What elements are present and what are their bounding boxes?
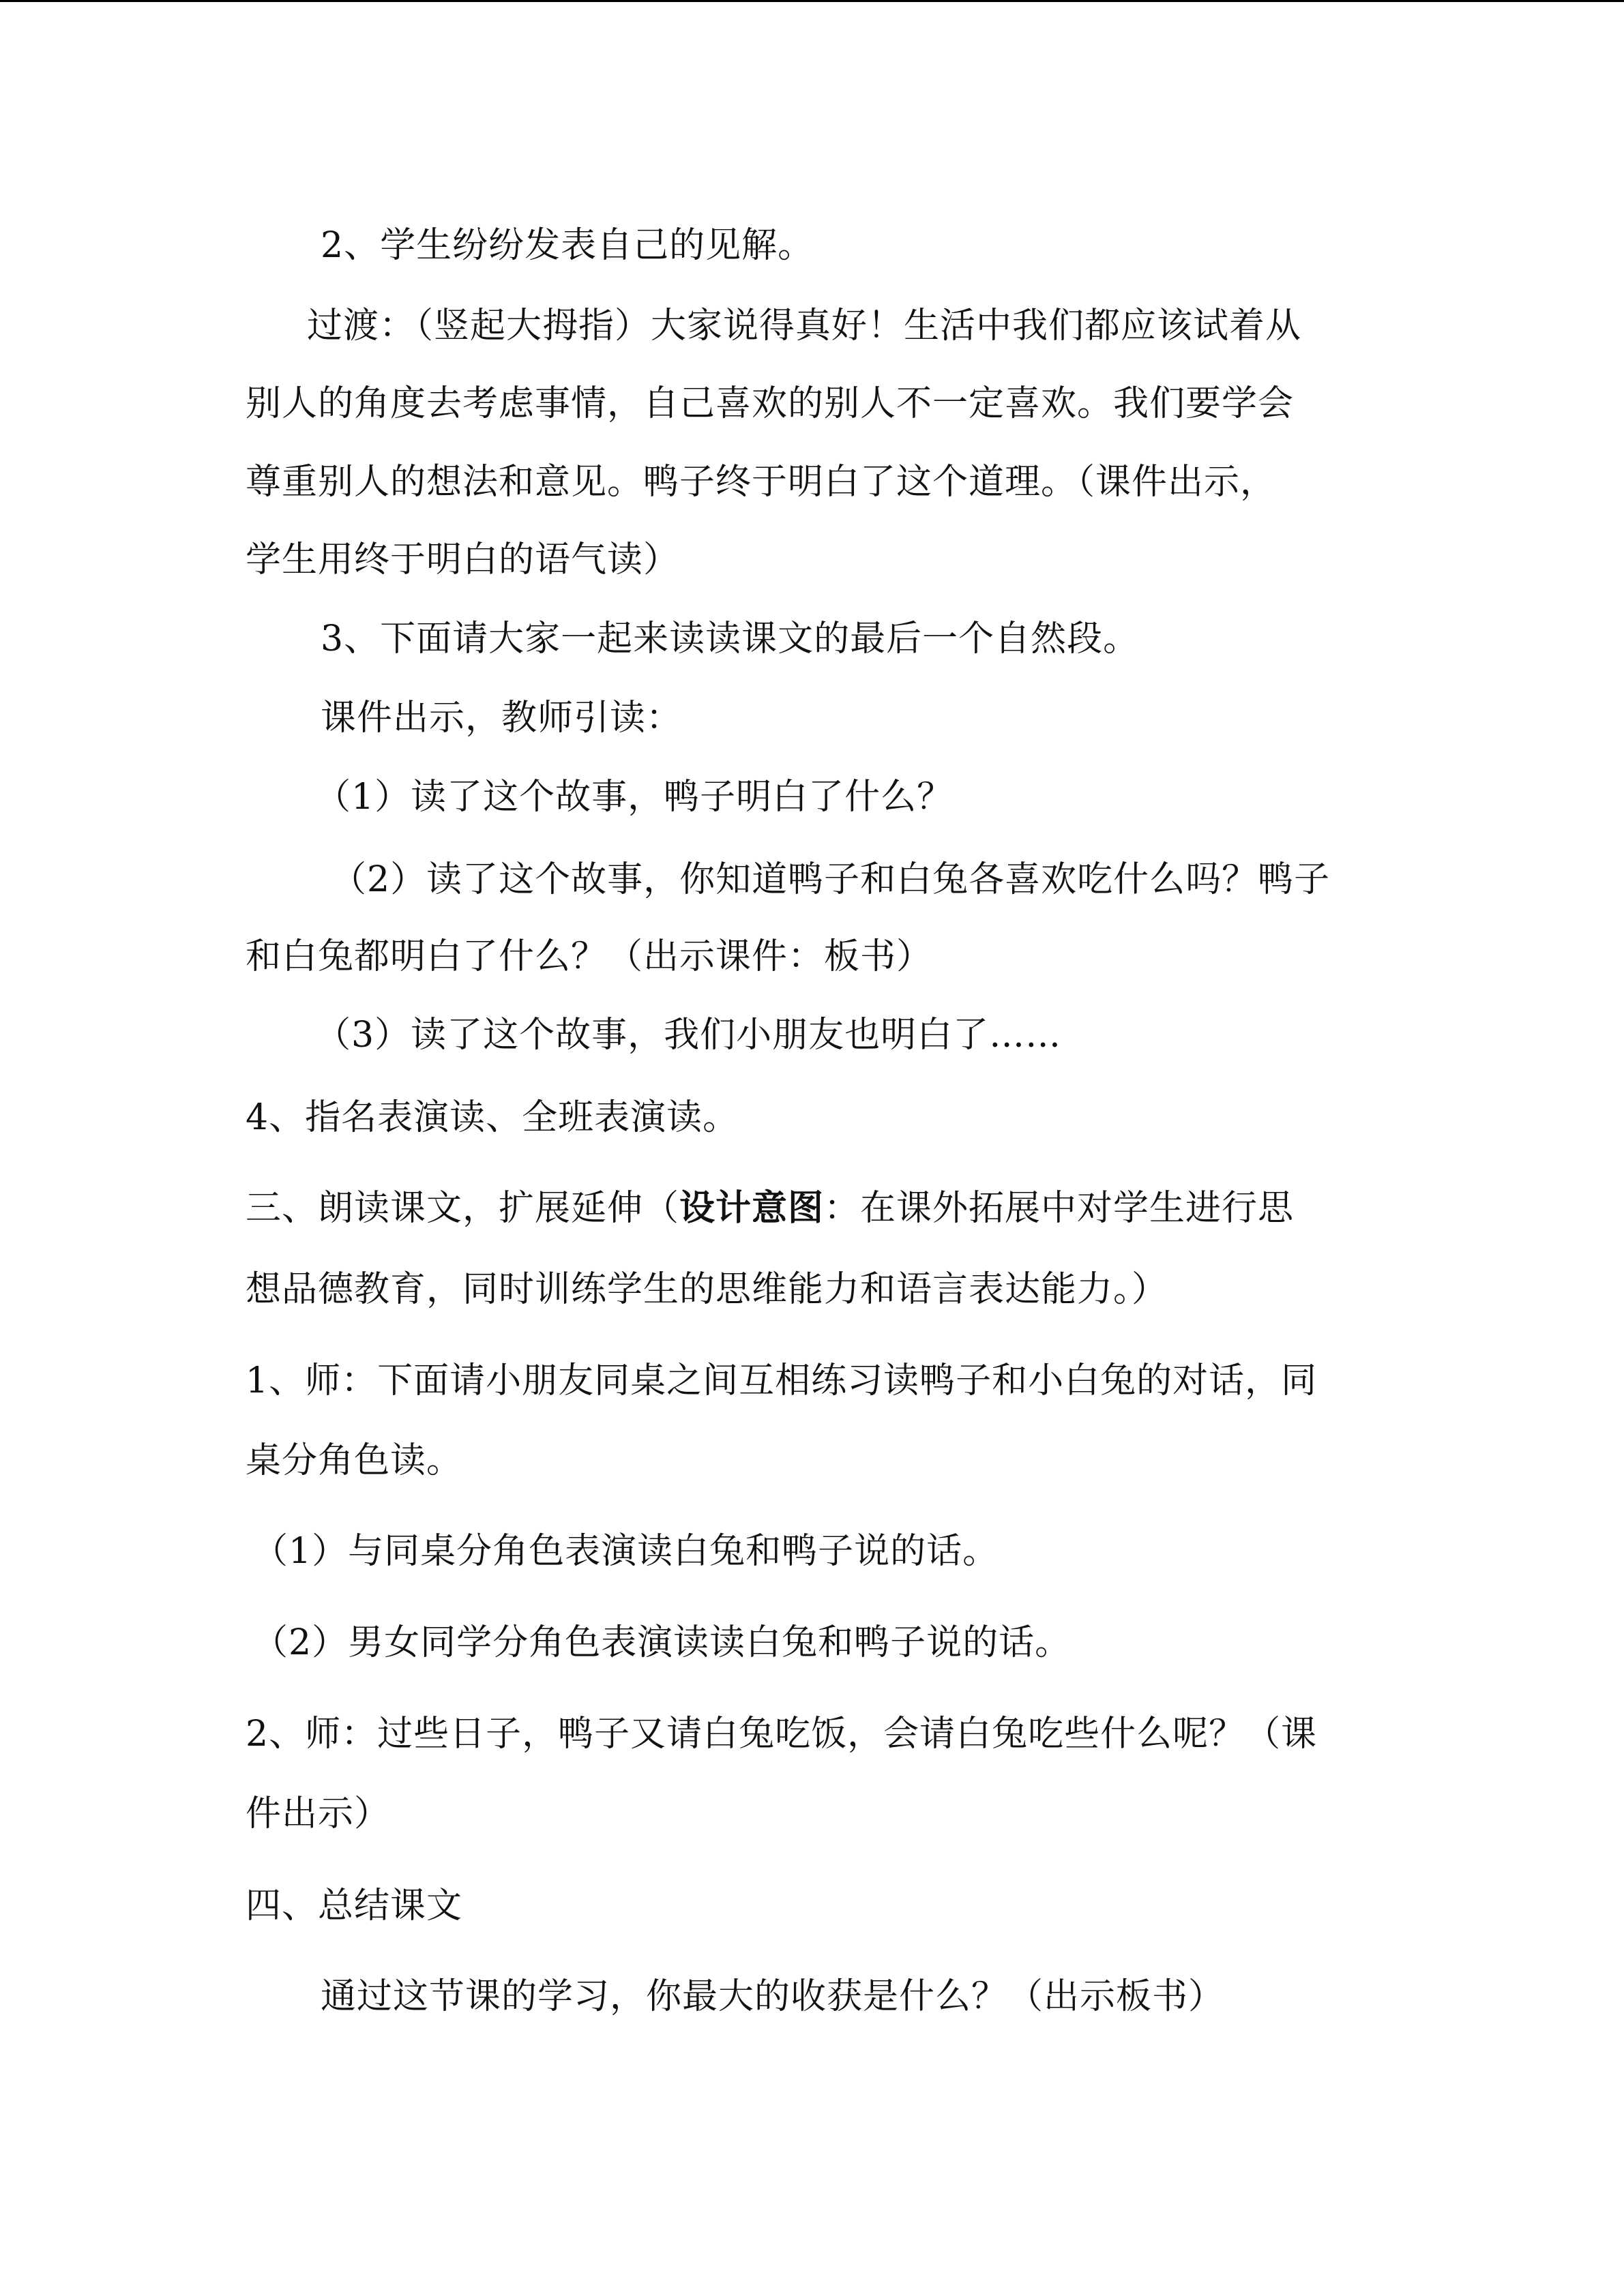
text-line: （2）男女同学分角色表演读读白兔和鸭子说的话。 (252, 1622, 1072, 1663)
text-line: 1、师：下面请小朋友同桌之间互相练习读鸭子和小白兔的对话，同 (246, 1360, 1318, 1401)
section-heading-text: 三、朗读课文，扩展延伸（ (246, 1188, 680, 1229)
text-line: 别人的角度去考虑事情，自己喜欢的别人不一定喜欢。我们要学会 (246, 383, 1295, 424)
text-line: 尊重别人的想法和意见。鸭子终于明白了这个道理。（课件出示， (246, 462, 1277, 503)
text-line: 通过这节课的学习，你最大的收获是什么？（出示板书） (321, 1976, 1225, 2017)
text-line: 学生用终于明白的语气读） (246, 539, 680, 580)
design-intent-label: 设计意图 (679, 1187, 825, 1229)
text-line: 3、下面请大家一起来读读课文的最后一个自然段。 (321, 618, 1140, 659)
section-heading-line (246, 1184, 1378, 1232)
text-line: 课件出示，教师引读： (321, 698, 683, 739)
section-heading-line: 四、总结课文 (246, 1885, 463, 1926)
text-line: 过渡：（竖起大拇指）大家说得真好！生活中我们都应该试着从 (307, 305, 1302, 346)
text-line: （3）读了这个故事，我们小朋友也明白了…… (315, 1015, 1062, 1056)
text-line: 和白兔都明白了什么？（出示课件：板书） (246, 936, 933, 977)
text-line: 2、学生纷纷发表自己的见解。 (321, 225, 814, 266)
text-line: 2、师：过些日子，鸭子又请白兔吃饭，会请白兔吃些什么呢？（课 (246, 1714, 1318, 1755)
text-line: 桌分角色读。 (246, 1440, 463, 1481)
text-line: 件出示） (246, 1793, 391, 1834)
text-line: （2）读了这个故事，你知道鸭子和白兔各喜欢吃什么吗？鸭子 (331, 859, 1331, 900)
text-line: 想品德教育，同时训练学生的思维能力和语言表达能力。） (246, 1269, 1168, 1310)
text-line: 4、指名表演读、全班表演读。 (246, 1097, 739, 1138)
text-line: （1）读了这个故事，鸭子明白了什么？ (315, 777, 954, 818)
design-intent-text: ：在课外拓展中对学生进行思 (824, 1188, 1295, 1229)
text-line: （1）与同桌分角色表演读白兔和鸭子说的话。 (252, 1531, 999, 1572)
